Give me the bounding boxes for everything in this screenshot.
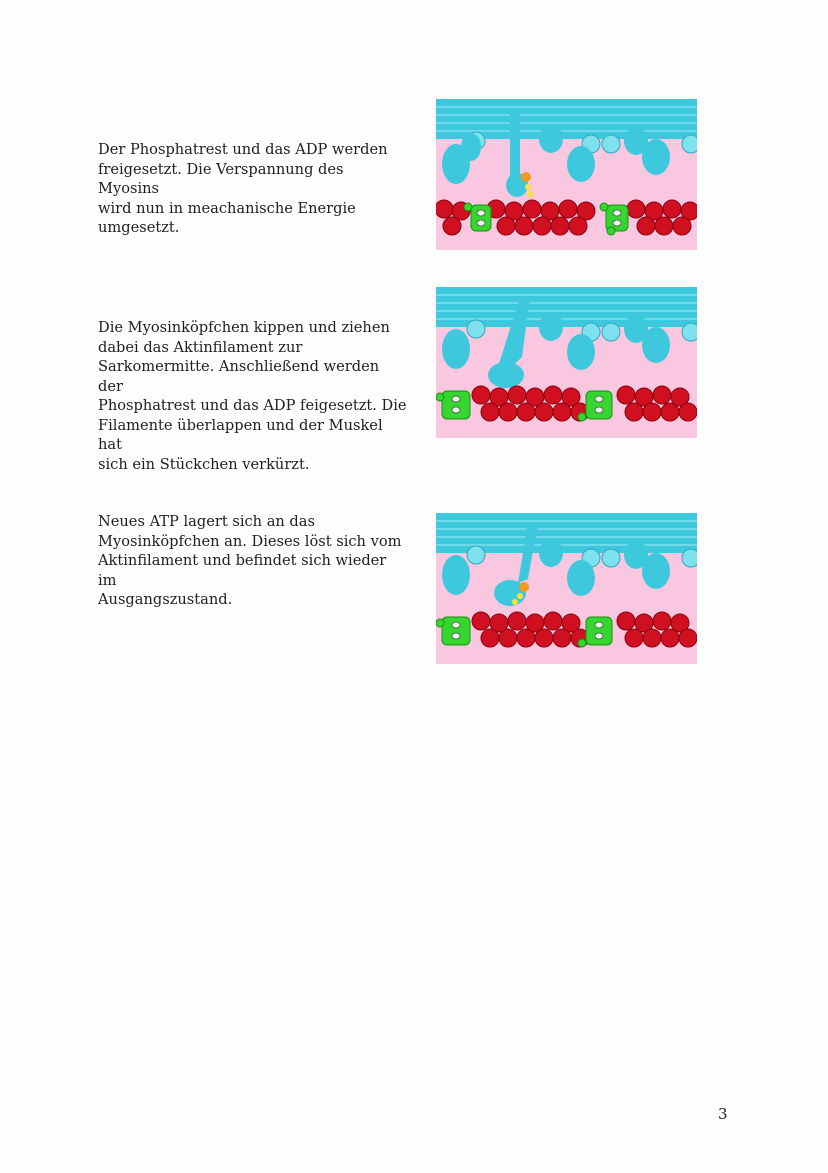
step-2-illustration xyxy=(436,287,697,438)
step-3-illustration xyxy=(436,513,697,664)
step-1-illustration xyxy=(436,99,697,250)
step-2-text: Die Myosinköpfchen kippen und ziehen dabei das Aktinfilament zur Sarkomermitte. Anschließend werden der Phosphatrest und das ADP feigesetzt. Die Filamente überlappen und der Muskel hat sich ein Stückchen verkürzt. xyxy=(98,319,407,473)
step-1-text: Der Phosphatrest und das ADP werden freigesetzt. Die Verspannung des Myosins wird nun in meachanische Energie umgesetzt. xyxy=(98,141,388,236)
page-number: 3 xyxy=(718,1105,728,1123)
myosin-attached-release-illustration xyxy=(436,99,697,250)
atp-binding-illustration xyxy=(436,513,697,664)
step-3-text: Neues ATP lagert sich an das Myosinköpfchen an. Dieses löst sich vom Aktinfilament und befindet sich wieder im Ausgangszustand. xyxy=(98,513,402,608)
myosin-power-stroke-illustration xyxy=(436,287,697,438)
